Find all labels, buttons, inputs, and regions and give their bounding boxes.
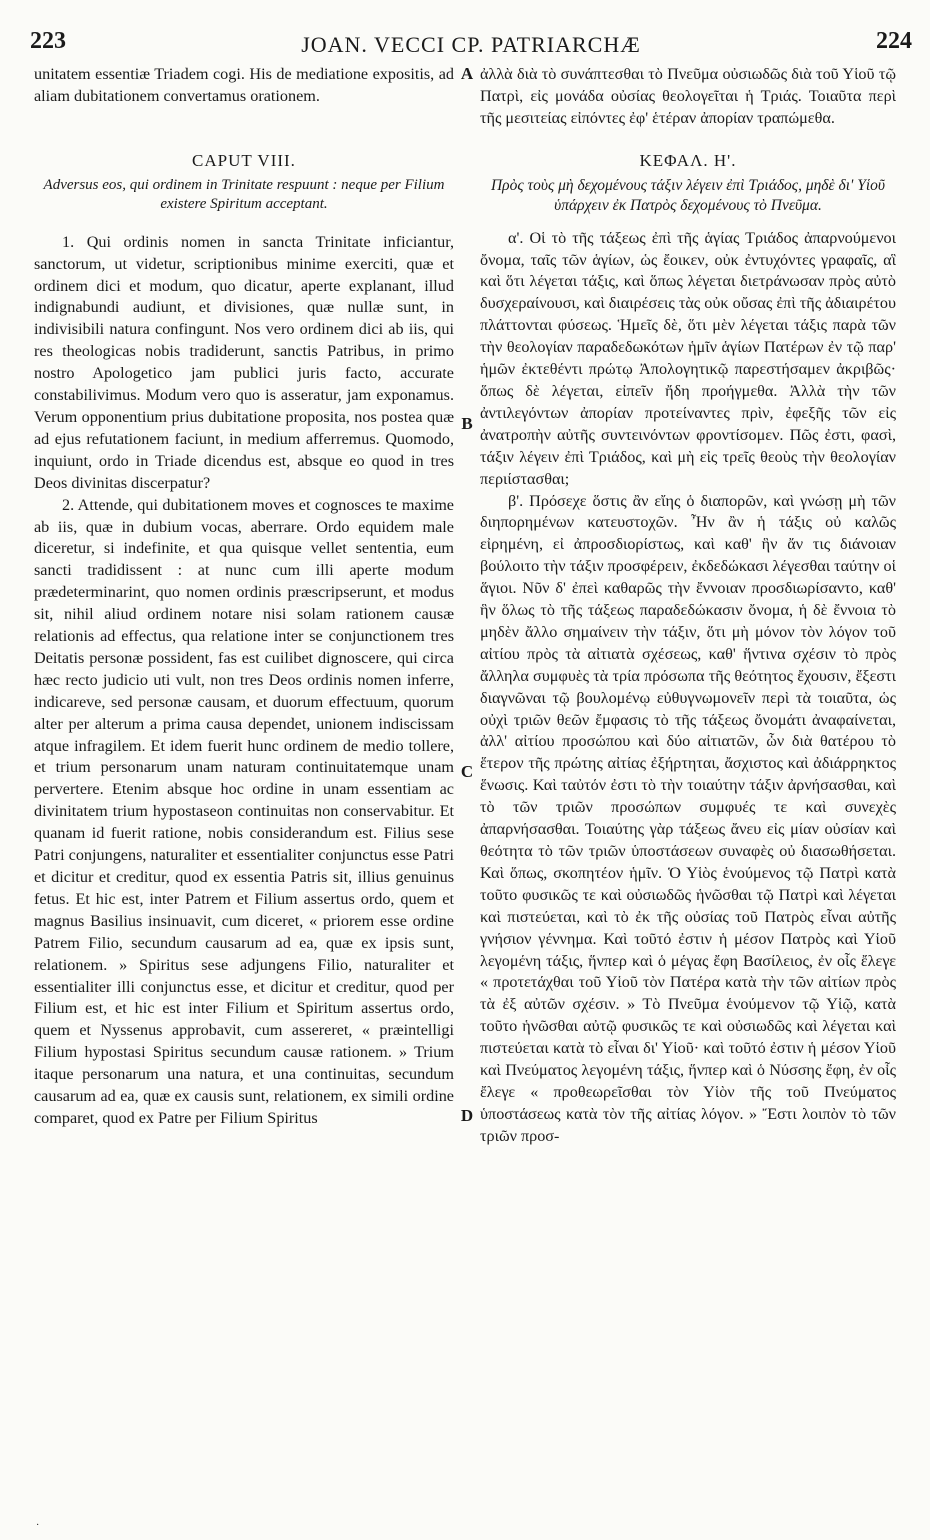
greek-chapter-subtitle: Πρὸς τοὺς μὴ δεχομένους τάξιν λέγειν ἐπὶ Τριάδος, μηδὲ δι' Υἱοῦ ὑπάρχειν ἐκ Πατρὸς δεχομένους τὸ Πνεῦμα. <box>490 176 885 214</box>
greek-paragraph-2: β'. Πρόσεχε ὅστις ἂν εἴης ὁ διαπορῶν, καὶ γνώσῃ μὴ τῶν διηπορημένων κατευστοχῶν. Ἦν ἂν ἡ τάξις οὐ καλῶς εἰρημένη, εἰ ἀπροσδιορίστως, καὶ καθ' ἣν ἄν τις διάνοιαν βούλοιτο τὴν τάξιν προσφέρειν, ἐκδεδώκασι λέγεσθαι ταύτην οἱ ἅγιοι. Νῦν δ' ἐπεὶ καθαρῶς τὴν ἔννοιαν προσδιωρίσαντο, καθ' ἣν ὅλως τὸ τῆς τάξεως παραδεδώκασιν ὄνομα, ἡ δὲ ἔννοια τὸ μηδὲν ἄλλο σημαίνειν τὴν τάξιν, ὅτι μὴ μόνον τὸν λόγον τοῦ αἰτίου πρὸς τὰ αἰτιατὰ σχέσεως, καθ' ἥντινα σχέσιν τὸ πρὸς ἄλληλα συμφυὲς τὰ τρία πρόσωπα τῆς θεότητος ἔχουσιν, ἔξεστι διαγνῶναι τῷ βουλομένῳ εὐθυγνωμονεῖν περὶ τὰ τοιαῦτα, ὡς οὐχὶ τριῶν θεῶν ἔμφασις τὸ τῆς τάξεως ὄνομάτι ἀναφαίνεται, ἀλλ' αἰτίου προσώπου καὶ δύο αἰτιατῶν, ὧν διὰ θατέρου τὸ ἕτερον τῆς πρώτης αἰτίας ἐξήρτηται, ἄσχιστος καὶ ἀδιάρρηκτος ἕνωσις. Καὶ ταὐτόν ἐστι τὸ τὴν τοιαύτην τάξιν ἀρνήσασθαι, καὶ τὸ τῶν τριῶν προσώπων συμφυές τε καὶ συνεχὲς ἀπαρνήσασθαι. Τοιαύτης γὰρ τάξεως ἄνευ εἰς μίαν οὐσίαν καὶ θεότητα τὸ τῶν τριῶν ὑποστάσεων συναφὲς οὐ διασωθήσεται. Καὶ ὅπως, σκοπητέον ἡμῖν. Ὁ Υἱὸς ἑνούμενος τῷ Πατρὶ κατὰ τοῦτο φυσικῶς τε καὶ οὐσιωδῶς ἡνῶσθαι τῷ Πατρὶ καὶ λέγεται καὶ πιστεύεται, καὶ τὸ ἐκ τῆς οὐσίας τοῦ Πατρὸς εἶναι αὐτῆς γνήσιον γέννημα. Καὶ τοῦτό ἐστιν ἡ μέσον Πατρὸς καὶ Υἱοῦ λεγομένη τάξις, ἥνπερ καὶ ὁ μέγας ἔφη Βασίλειος, ἐν οἷς ἔλεγε « προτετάχθαι τοῦ Υἱοῦ τὸν Πατέρα κατὰ τὴν τῶν αἰτίων πρὸς τὰ ἐξ αὐτῶν σχέσιν. » Τὸ Πνεῦμα ἑνούμενον τῷ Υἱῷ, κατὰ τοῦτο ἡνῶσθαι αὐτῷ φυσικῶς τε καὶ οὐσιωδῶς καὶ λέγεται καὶ πιστεύεται κατὰ τὸ εἶναι δι' Υἱοῦ· καὶ τοῦτό ἐστιν ἡ μέσον Υἱοῦ καὶ Πνεύματος λεγομένη τάξις, ἥνπερ καὶ ὁ Νύσσης ἔφη, ἐν οἷς ἔλεγε « προθεωρεῖσθαι τὸν Υἱὸν τῆς τοῦ Πνεύματος ὑποστάσεως κατὰ τὸν τῆς αἰτίας λόγον. » Ἔστι λοιπὸν τὸ τῶν τριῶν προσ- <box>480 491 896 1145</box>
latin-chapter-title: CAPUT VIII. <box>192 150 296 170</box>
margin-letter-b: B <box>461 414 473 433</box>
latin-continuation: unitatem essentiæ Triadem cogi. His de mediatione expositis, ad aliam dubitationem convertamus orationem. <box>34 65 454 105</box>
greek-column <box>480 64 896 1148</box>
latin-chapter-subtitle: Adversus eos, qui ordinem in Trinitate respuunt : neque per Filium existere Spiritum acceptant. <box>43 176 445 212</box>
page-speck: · <box>36 1520 40 1531</box>
latin-column <box>34 64 454 1130</box>
latin-paragraph-2: 2. Attende, qui dubitationem moves et cognosces te maxime ab iis, quæ in dubium vocas, aberrare. Ordo equidem male diceretur, si indefinite, et qua quisque vellet sententia, eum sancti tradidissent : at nunc cum illi aperte modum prædeterminarint, quo nomen ordinis præscripserunt, et modus sit, nihil aliud ordinem notare nisi solam rationem causæ relationis ad effectus, qua relatione inter se conjunctionem tres Deitatis personæ possident, fas est cuilibet dignoscere, qui circa hæc recto judicio uti vult, non tres Deos ordinis nomen inferre, indicareve, sed personæ causam, et duorum effectuum, quorum alter per alterum a prima causa dependet, unionem indiscissam atque infragilem. Et idem fuerit hunc ordinem de medio tollere, et trium personarum unam naturam continuitatemque unam pervertere. Etenim absque hoc ordine in unam essentiam ac divinitatem trium hypostaseon continuitas non conservabitur. Et quanam id fuerit ratione, nobis considerandum est. Filius sese Patri conjungens, naturaliter et essentialiter conjunctus esse Patri et dicitur et creditur, quod ex essentia Patris sit, illius genuinus fetus. Et hic est, inter Patrem et Filium assertus ordo, quem et magnus Basilius insinuavit, cum diceret, « priorem esse ordine Patrem Filio, secundum causarum ad ea, quæ ex ipsis sunt, relationem. » Spiritus sese adjungens Filio, naturaliter et essentialiter illi conjunctus esse, et dicitur et creditur, quod per Filium est, et hic est inter Filium et Spiritum assertus ordo, quem et Nyssenus approbavit, cum assereret, « præintelligi Filium hypostasi Spiritus secundum causæ rationem. » Trium itaque personarum una natura, et una continuitas, secundum causarum ad ea, quæ ex causis sunt, relationem, ex simili ordine comparet, quod ex Patre per Filium Spiritus <box>34 495 454 1127</box>
margin-letter-c: C <box>460 762 474 781</box>
latin-paragraph-1: 1. Qui ordinis nomen in sancta Trinitate inficiantur, sanctorum, ut videtur, scriptionibus minime exerciti, quæ et ordinem dici et modum, quo dicatur, aperte explanant, illud indignabundi audiunt, et divisiones, quæ nullæ sunt, in indivisibili natura confingunt. Nos vero ordinem dici ab iis, qui res theologicas nobis tradiderunt, sanctis Patribus, in primo nostro Apologetico jam publici juris facto, accurate constabilivimus. Modum vero quo is asseratur, jam exponamus. Verum opponentium prius dubitatione proposita, nos postea quæ ad ejus refutationem faciunt, in medium afferremus. Quomodo, inquiunt, ordo in Triade dicendus est, absque eo quod in tres Deos divinitas discerpatur? <box>34 232 454 492</box>
margin-letter-d: D <box>460 1106 474 1125</box>
page-number-left: 223 <box>30 28 66 54</box>
greek-continuation: ἀλλὰ διὰ τὸ συνάπτεσθαι τὸ Πνεῦμα οὐσιωδῶς διὰ τοῦ Υἱοῦ τῷ Πατρὶ, εἰς μονάδα οὐσίας θεολογεῖται ἡ Τριάς. Τοιαῦτα περὶ τῆς μεσιτείας εἰπόντες ἐφ' ἑτέραν ἀπορίαν τραπώμεθα. <box>480 65 896 127</box>
greek-paragraph-1: α'. Οἱ τὸ τῆς τάξεως ἐπὶ τῆς ἁγίας Τριάδος ἀπαρνούμενοι ὄνομα, ταῖς τῶν ἁγίων, ὡς ἔοικεν, οὐκ ἐντυχόντες γραφαῖς, αἳ καὶ ὅτι λέγεται τάξις, καὶ ὅπως λέγεται διετράνωσαν πρὸς αὐτὸ δυσχεραίνουσι, καὶ διαιρέσεις τὰς οὐκ οὔσας ἐπὶ τῆς ἀδιαιρέτου πλάττονται φύσεως. Ἡμεῖς δὲ, ὅτι μὲν λέγεται τάξις παρὰ τῶν τὴν θεολογίαν παραδεδωκότων ἡμῖν ἁγίων Πατέρων ἐν τῷ παρ' ἡμῶν ἐκτεθέντι πρώτῳ Ἀπολογητικῷ παρεστήσαμεν ἀκριβῶς· ὅπως δὲ λέγεται, εἰπεῖν ἤδη προήγμεθα. Ἀλλὰ τὴν τῶν ἀντιλεγόντων ἀπορίαν προτείναντες πρὶν, ἐφεξῆς τῶν εἰς ἀνατροπὴν αὐτῆς συντεινόντων φροντίσομεν. Πῶς ἐστι, φασὶ, τάξιν λέγειν ἐπὶ Τριάδος, καὶ μὴ εἰς τρεῖς θεοὺς τὴν θεολογίαν περιίστασθαι; <box>480 228 896 488</box>
page-number-right: 224 <box>876 28 912 54</box>
margin-letter-a: A <box>460 64 474 83</box>
greek-chapter-title: ΚΕΦΑΛ. Η'. <box>639 150 737 170</box>
running-head <box>30 28 912 60</box>
running-title: JOAN. VECCI CP. PATRIARCHÆ <box>301 32 641 57</box>
